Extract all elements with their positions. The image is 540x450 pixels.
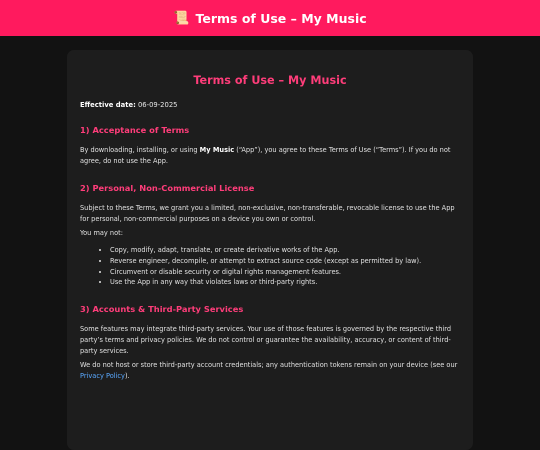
page-title: Terms of Use – My Music bbox=[193, 74, 347, 87]
section-heading-acceptance: 1) Acceptance of Terms bbox=[80, 125, 190, 135]
acceptance-text-a: By downloading, installing, or using bbox=[80, 146, 200, 154]
effective-date bbox=[80, 101, 460, 109]
credentials-text-b: ). bbox=[124, 372, 130, 381]
acceptance-paragraph bbox=[80, 145, 460, 167]
restrictions-list bbox=[80, 245, 460, 288]
app-name: My Music bbox=[199, 146, 235, 154]
terms-card bbox=[67, 50, 473, 450]
effective-date-label: Effective date: bbox=[80, 101, 136, 109]
credentials-paragraph bbox=[80, 360, 460, 382]
list-item: • Copy, modify, adapt, translate, or create derivative works of the App. bbox=[110, 245, 460, 256]
top-bar bbox=[0, 0, 540, 36]
list-item: • Circumvent or disable security or digital rights management features. bbox=[110, 267, 460, 278]
list-item: • Use the App in any way that violates laws or third-party rights. bbox=[110, 277, 460, 288]
restrictions-intro: You may not: bbox=[80, 229, 123, 237]
privacy-policy-link[interactable]: Privacy Policy bbox=[80, 372, 125, 381]
list-item: • Reverse engineer, decompile, or attempt to extract source code (except as permitted by law). bbox=[110, 256, 460, 267]
section-heading-license: 2) Personal, Non-Commercial License bbox=[80, 183, 255, 193]
license-paragraph: Subject to these Terms, we grant you a limited, non-exclusive, non-transferable, revocable license to use the App for personal, non-commercial purposes on a device you own or control. bbox=[80, 204, 455, 223]
scroll-icon: 📜 bbox=[173, 10, 190, 26]
acceptance-text-b: (“App”), you agree to these Terms of Use (“Terms”). If you do not agree, do not use the App. bbox=[80, 146, 451, 165]
section-heading-accounts: 3) Accounts & Third-Party Services bbox=[80, 304, 244, 315]
app-title: Terms of Use – My Music bbox=[195, 10, 367, 26]
third-party-paragraph: Some features may integrate third-party services. Your use of those features is governed by the respective third party’s terms and privacy policies. We do not control or guarantee the availability, accuracy, or content of third-party services. bbox=[80, 325, 452, 356]
effective-date-value: 06-09-2025 bbox=[135, 101, 178, 109]
credentials-text-a: We do not host or store third-party account credentials; any authentication tokens remain on your device (see our bbox=[80, 361, 458, 370]
